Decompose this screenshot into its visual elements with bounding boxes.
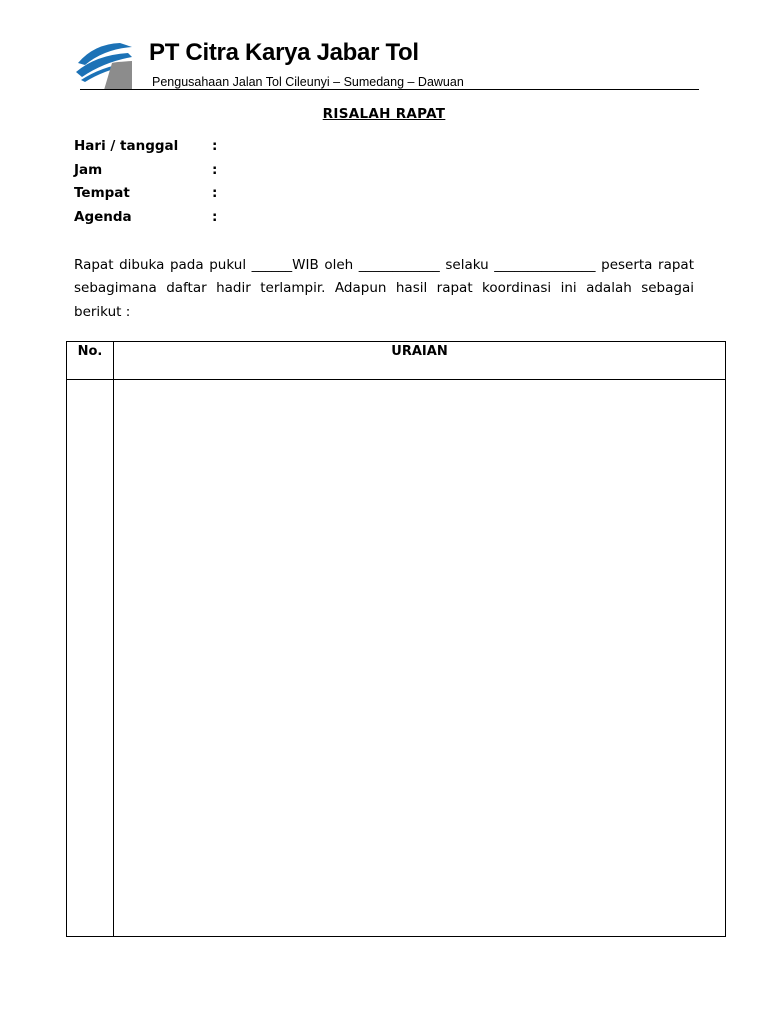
document-title: RISALAH RAPAT [322, 106, 446, 122]
field-row-place [74, 185, 217, 201]
table-header-row [67, 342, 726, 380]
field-label-agenda: Agenda [74, 209, 132, 225]
field-colon: : [212, 162, 218, 178]
field-label-date: Hari / tanggal [74, 138, 179, 154]
cell-uraian[interactable] [114, 380, 726, 937]
field-colon: : [212, 138, 218, 154]
field-colon: : [212, 185, 218, 201]
company-name: PT Citra Karya Jabar Tol [149, 39, 419, 66]
field-colon: : [212, 209, 218, 225]
header-divider [80, 89, 699, 90]
road-logo-icon [74, 40, 136, 92]
intro-paragraph: Rapat dibuka pada pukul ______WIB oleh ____________ selaku _______________ peserta rapat sebagimana daftar hadir terlampir. Adapun hasil rapat koordinasi ini adalah sebagai berikut : [74, 257, 694, 320]
minutes-table [66, 341, 726, 937]
field-row-time [74, 162, 217, 178]
cell-no[interactable] [67, 380, 114, 937]
company-subtitle: Pengusahaan Jalan Tol Cileunyi – Sumedang – Dawuan [152, 75, 464, 89]
header-no: No. [67, 342, 114, 380]
field-row-date [74, 138, 217, 154]
header-uraian: URAIAN [114, 342, 726, 380]
table-row [67, 380, 726, 937]
field-label-place: Tempat [74, 185, 130, 201]
field-row-agenda [74, 209, 217, 225]
field-label-time: Jam [74, 162, 103, 178]
